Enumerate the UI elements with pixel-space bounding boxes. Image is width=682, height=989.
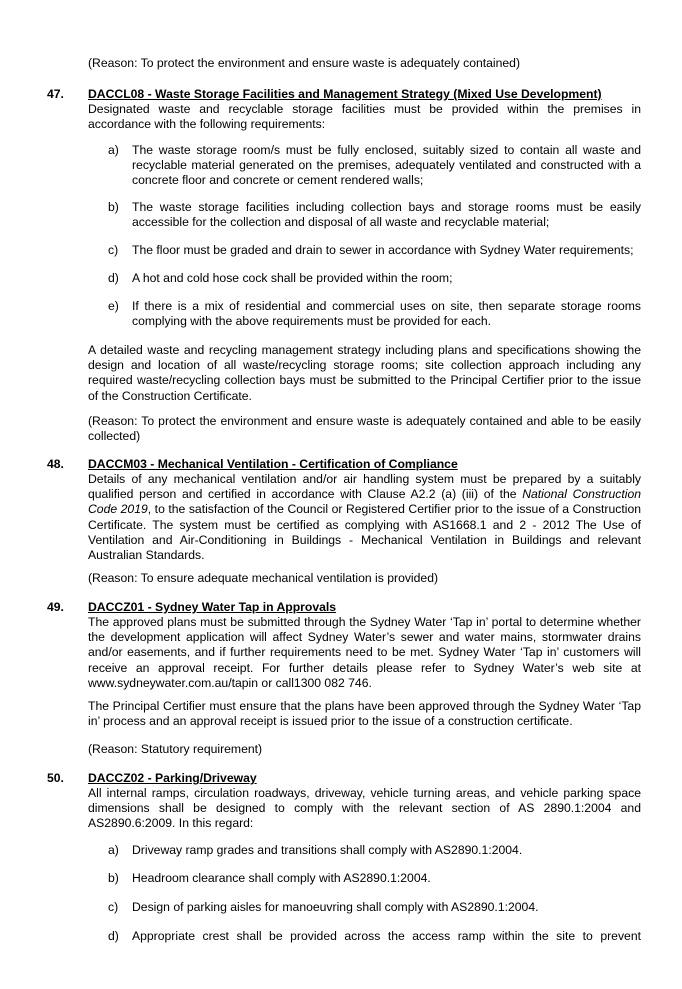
list-item-text: The waste storage room/s must be fully enclosed, suitably sized to contain all waste and recyclable material generated on the premises, adequately ventilated and constructed with a concrete floor and concrete or cement rendered walls; (132, 143, 641, 188)
condition-paragraph: The Principal Certifier must ensure that the plans have been approved through the Sydney Water ‘Tap in’ process and an approval receipt is issued prior to the issue of a construction certificate. (88, 699, 641, 729)
list-item-text: Design of parking aisles for manoeuvring shall comply with AS2890.1:2004. (132, 900, 539, 914)
condition-paragraph: A detailed waste and recycling management strategy including plans and specifications showing the design and location of all waste/recycling storage rooms; site collection approach including any required waste/recycling collection bays must be submitted to the Principal Certifier prior to the issue of the Construction Certificate. (88, 343, 641, 403)
condition-number: 48. (47, 457, 64, 471)
list-item-text: The waste storage facilities including collection bays and storage rooms must be easily accessible for the collection and disposal of all waste and recyclable material; (132, 200, 641, 230)
list-item-label: b) (108, 200, 119, 214)
condition-heading: DACCM03 - Mechanical Ventilation - Certification of Compliance (88, 457, 458, 471)
reason-text: (Reason: To ensure adequate mechanical ventilation is provided) (88, 571, 439, 585)
list-item-label: c) (108, 900, 119, 914)
list-item-text: The floor must be graded and drain to sewer in accordance with Sydney Water requirements; (132, 243, 634, 257)
condition-number: 47. (47, 87, 64, 101)
list-item-label: c) (108, 243, 119, 257)
list-item-label: a) (108, 143, 119, 157)
condition-body: Designated waste and recyclable storage facilities must be provided within the premises in accordance with the following requirements: (88, 102, 641, 132)
body-text: , to the satisfaction of the Council or Registered Certifier prior to the issue of a Construction Certificate. The system must be certified as complying with AS1668.1 and 2 - 2012 The Use of Ventilation and Air-Conditioning in Buildings - Mechanical Ventilation in Buildings and relevant Australian Standards. (88, 502, 642, 563)
condition-body (88, 472, 641, 563)
reason-text: (Reason: To protect the environment and ensure waste is adequately contained and able to be easily collected) (88, 414, 641, 444)
list-item-text: If there is a mix of residential and commercial uses on site, then separate storage rooms complying with the above requirements must be provided for each. (132, 299, 641, 329)
condition-body: All internal ramps, circulation roadways, driveway, vehicle turning areas, and vehicle parking space dimensions shall be designed to comply with the relevant section of AS 2890.1:2004 and AS2890.6:2009. In this regard: (88, 786, 641, 831)
reason-text: (Reason: To protect the environment and ensure waste is adequately contained) (88, 56, 521, 70)
list-item-text: Headroom clearance shall comply with AS2890.1:2004. (132, 871, 431, 885)
list-item-text: A hot and cold hose cock shall be provided within the room; (132, 271, 453, 285)
condition-heading: DACCZ01 - Sydney Water Tap in Approvals (88, 600, 337, 614)
list-item-label: b) (108, 871, 119, 885)
condition-number: 50. (47, 771, 64, 785)
body-text: Details of any mechanical ventilation and/or air handling system must be prepared by a suitably qualified person and certified in accordance with Clause A2.2 (a) (iii) of the (88, 472, 641, 502)
condition-heading: DACCL08 - Waste Storage Facilities and Management Strategy (Mixed Use Development) (88, 87, 602, 101)
body-italic-text: National Construction Code 2019 (88, 487, 641, 517)
list-item-label: a) (108, 843, 119, 857)
condition-heading: DACCZ02 - Parking/Driveway (88, 771, 257, 785)
list-item-label: d) (108, 271, 119, 285)
reason-text: (Reason: Statutory requirement) (88, 742, 263, 756)
condition-number: 49. (47, 600, 64, 614)
list-item-label: d) (108, 929, 119, 943)
condition-body: The approved plans must be submitted through the Sydney Water ‘Tap in’ portal to determine whether the development application will affect Sydney Water’s sewer and water mains, stormwater drains and/or easements, and if further requirements need to be met. Sydney Water ‘Tap in’ customers will receive an approval receipt. For further details please refer to Sydney Water’s web site at www.sydneywater.com.au/tapin or call1300 082 746. (88, 615, 641, 690)
list-item-label: e) (108, 299, 119, 313)
list-item-text: Driveway ramp grades and transitions shall comply with AS2890.1:2004. (132, 843, 523, 857)
list-item-text: Appropriate crest shall be provided across the access ramp within the site to prevent (132, 929, 641, 943)
